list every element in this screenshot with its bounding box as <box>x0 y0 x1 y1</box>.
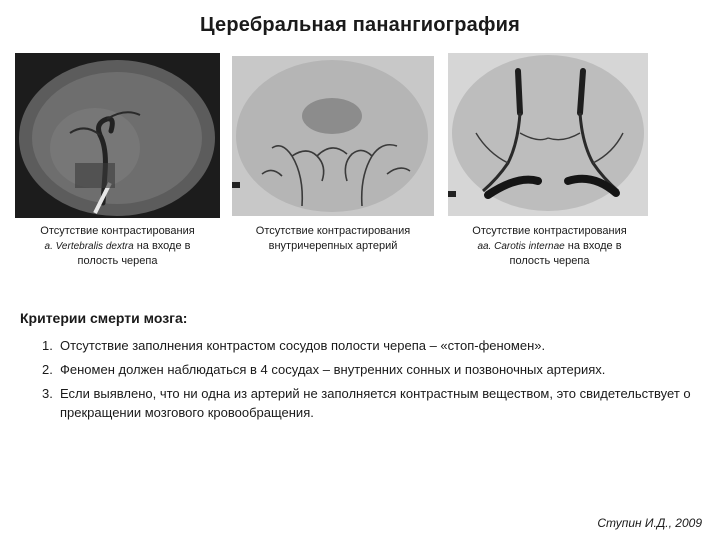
caption-carotid <box>442 224 657 269</box>
angiogram-carotid-image <box>448 53 648 216</box>
slide-title: Церебральная панангиография <box>199 14 521 36</box>
author-credit: Ступин И.Д., 2009 <box>597 516 702 530</box>
caption-text: на входе в <box>564 240 622 252</box>
caption-latin-term: aa. Carotis internae <box>477 241 565 252</box>
criteria-text: Отсутствие заполнения контрастом сосудов полости черепа – «стоп-феномен». <box>60 338 546 353</box>
caption-line: Отсутствие контрастирования <box>255 225 411 237</box>
caption-line: полость черепа <box>509 255 590 267</box>
criteria-list <box>42 336 702 427</box>
criteria-number: 2. <box>42 362 53 377</box>
criteria-text: Феномен должен наблюдаться в 4 сосудах – внутренних сонных и позвоночных артериях. <box>60 362 606 377</box>
angiogram-intracranial-image <box>232 56 434 216</box>
criteria-item <box>42 360 702 379</box>
criteria-item <box>42 336 702 355</box>
caption-latin-term: a. Vertebralis dextra <box>44 241 134 252</box>
caption-text: на входе в <box>133 240 191 252</box>
caption-vertebral <box>10 224 225 269</box>
criteria-number: 1. <box>42 338 53 353</box>
caption-line: полость черепа <box>77 255 158 267</box>
criteria-item <box>42 384 702 422</box>
angiogram-vertebral-image <box>15 53 220 218</box>
caption-intracranial <box>228 224 438 254</box>
caption-line <box>442 239 657 254</box>
criteria-text: Если выявлено, что ни одна из артерий не заполняется контрастным веществом, это свидетельствует о прекращении мозгового кровообращения. <box>60 386 691 420</box>
criteria-number: 3. <box>42 386 53 401</box>
caption-line: внутричерепных артерий <box>268 240 398 252</box>
caption-line: Отсутствие контрастирования <box>40 225 195 237</box>
caption-line: Отсутствие контрастирования <box>472 225 627 237</box>
criteria-heading: Критерии смерти мозга: <box>20 310 188 326</box>
caption-line <box>10 239 225 254</box>
